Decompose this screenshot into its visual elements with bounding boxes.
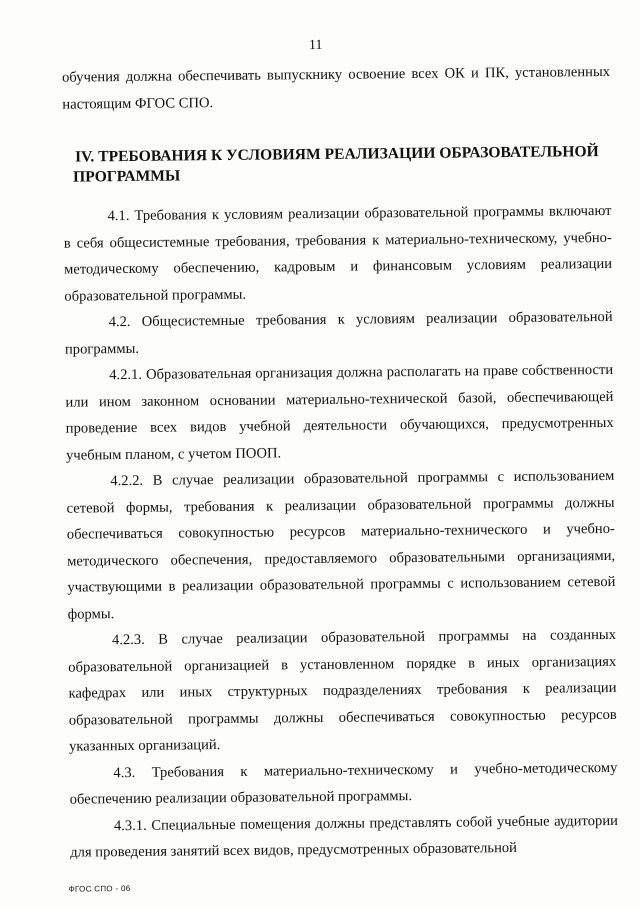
section-heading: IV. ТРЕБОВАНИЯ К УСЛОВИЯМ РЕАЛИЗАЦИИ ОБРАЗОВАТЕЛЬНОЙ ПРОГРАММЫ bbox=[73, 143, 599, 186]
paragraph-4-2: 4.2. Общесистемные требования к условиям реализации образовательной программы. bbox=[64, 308, 613, 358]
continuation-paragraph: обучения должна обеспечивать выпускнику освоение всех ОК и ПК, установленных настоящим ФГОС СПО. bbox=[62, 63, 611, 113]
page-number: 11 bbox=[308, 37, 323, 54]
paragraph-4-2-2: 4.2.2. В случае реализации образовательной программы с использованием сетевой формы, требования к реализации образовательной программы должны обеспечиваться совокупностью ресурсов материально-технического и учебно-методического обеспечения, предоставляемого образовательными организациями, участвующими в реализации образовательной программы с использованием сетевой формы. bbox=[66, 467, 616, 623]
footer-label: ФГОС СПО - 06 bbox=[68, 884, 131, 894]
paragraph-4-2-3: 4.2.3. В случае реализации образовательной программы на созданных образовательной организацией в установленном порядке в иных организациях кафедрах или иных структурных подразделениях требования к реализации образовательной программы должны обеспечиваться совокупностью ресурсов указанных организаций. bbox=[68, 626, 617, 755]
body-text bbox=[62, 59, 618, 866]
paragraph-4-3-1: 4.3.1. Специальные помещения должны представлять собой учебные аудитории для проведения занятий всех видов, предусмотренных образовательной bbox=[70, 812, 618, 861]
paragraph-4-1: 4.1. Требования к условиям реализации образовательной программы включают в себя общесистемные требования, требования к материально-техническому, учебно-методическому обеспечению, кадровым и финансовым условиям реализации образовательной программы. bbox=[63, 202, 613, 305]
paragraph-4-3: 4.3. Требования к материально-техническому и учебно-методическому обеспечению реализации образовательной программы. bbox=[69, 759, 618, 808]
paragraph-4-2-1: 4.2.1. Образовательная организация должна располагать на праве собственности или ином законном основании материально-технической базой, обеспечивающей проведение всех видов учебной деятельности обучающихся, предусмотренных учебным планом, с учетом ПООП. bbox=[65, 361, 614, 464]
